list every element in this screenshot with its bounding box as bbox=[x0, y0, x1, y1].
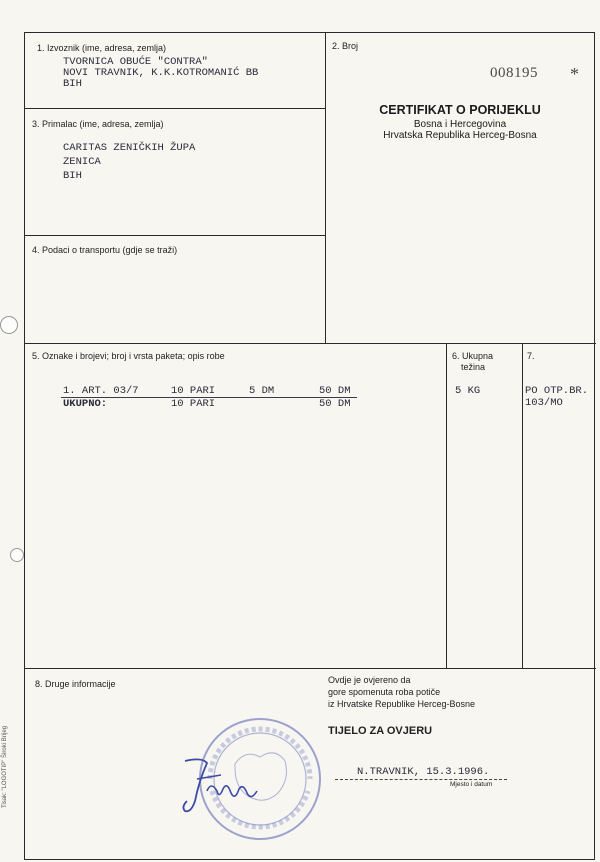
box3-label: 3. Primalac (ime, adresa, zemlja) bbox=[32, 119, 164, 129]
goods-price: 5 DM bbox=[249, 385, 275, 397]
box5-label: 5. Oznake i brojevi; broj i vrsta paketa; opis robe bbox=[32, 351, 225, 361]
certificate-title: CERTIFIKAT O PORIJEKLU bbox=[379, 103, 541, 117]
certificate-form bbox=[24, 32, 595, 860]
goods-qty: 10 PARI bbox=[171, 385, 216, 397]
box4-label: 4. Podaci o transportu (gdje se traži) bbox=[32, 245, 178, 255]
asterisk-mark: * bbox=[570, 64, 580, 84]
goods-item: 1. ART. 03/7 bbox=[63, 385, 139, 397]
gross-weight: 5 KG bbox=[455, 385, 481, 397]
consignee-city: ZENICA bbox=[63, 156, 101, 168]
goods-total-amount: 50 DM bbox=[319, 398, 351, 410]
divider-box1-box3 bbox=[25, 108, 325, 109]
box7-label: 7. bbox=[527, 351, 535, 361]
box6-label-1: 6. Ukupna bbox=[452, 351, 494, 361]
box7-line-1: PO OTP.BR. bbox=[525, 385, 589, 397]
punch-hole-bottom bbox=[10, 548, 24, 562]
divider-box5-box6 bbox=[446, 343, 447, 668]
certification-line-3: iz Hrvatske Republike Herceg-Bosne bbox=[328, 699, 476, 709]
handwritten-signature bbox=[177, 751, 277, 821]
exporter-address: NOVI TRAVNIK, K.K.KOTROMANIĆ BB bbox=[63, 67, 259, 79]
certificate-title-block bbox=[335, 103, 585, 141]
exporter-name: TVORNICA OBUĆE "CONTRA" bbox=[63, 56, 208, 68]
divider-box6-box7 bbox=[522, 343, 523, 668]
issuing-authority: TIJELO ZA OVJERU bbox=[328, 725, 433, 737]
consignee-country: BIH bbox=[63, 170, 82, 182]
divider-box5-box8 bbox=[25, 668, 596, 669]
divider-top-box5 bbox=[25, 343, 596, 344]
place-date-caption: Mjesto i datum bbox=[450, 781, 493, 788]
divider-vertical-top bbox=[325, 33, 326, 343]
place-and-date: N.TRAVNIK, 15.3.1996. bbox=[357, 766, 490, 778]
place-date-line bbox=[335, 779, 507, 780]
consignee-name: CARITAS ZENIČKIH ŽUPA bbox=[63, 142, 196, 154]
box6-label-2: težina bbox=[461, 362, 486, 372]
box1-label: 1. Izvoznik (ime, adresa, zemlja) bbox=[37, 43, 167, 53]
box7-line-2: 103/MO bbox=[525, 397, 563, 409]
certification-line-2: gore spomenuta roba potiče bbox=[328, 687, 441, 697]
goods-total-label: UKUPNO: bbox=[63, 398, 108, 410]
goods-total-qty: 10 PARI bbox=[171, 398, 216, 410]
certificate-number: 008195 bbox=[490, 65, 538, 81]
box2-label: 2. Broj bbox=[332, 41, 359, 51]
certification-line-1: Ovdje je ovjereno da bbox=[328, 675, 411, 685]
certificate-subtitle-2: Hrvatska Republika Herceg-Bosna bbox=[383, 130, 537, 141]
goods-total: 50 DM bbox=[319, 385, 351, 397]
exporter-country: BIH bbox=[63, 78, 82, 90]
printer-imprint: Tisak: "LOGOTIP" Široki Brijeg bbox=[2, 725, 8, 808]
certificate-subtitle-1: Bosna i Hercegovina bbox=[413, 119, 507, 130]
divider-box3-box4 bbox=[25, 235, 325, 236]
punch-hole-top bbox=[0, 316, 18, 334]
box8-label: 8. Druge informacije bbox=[35, 679, 116, 689]
